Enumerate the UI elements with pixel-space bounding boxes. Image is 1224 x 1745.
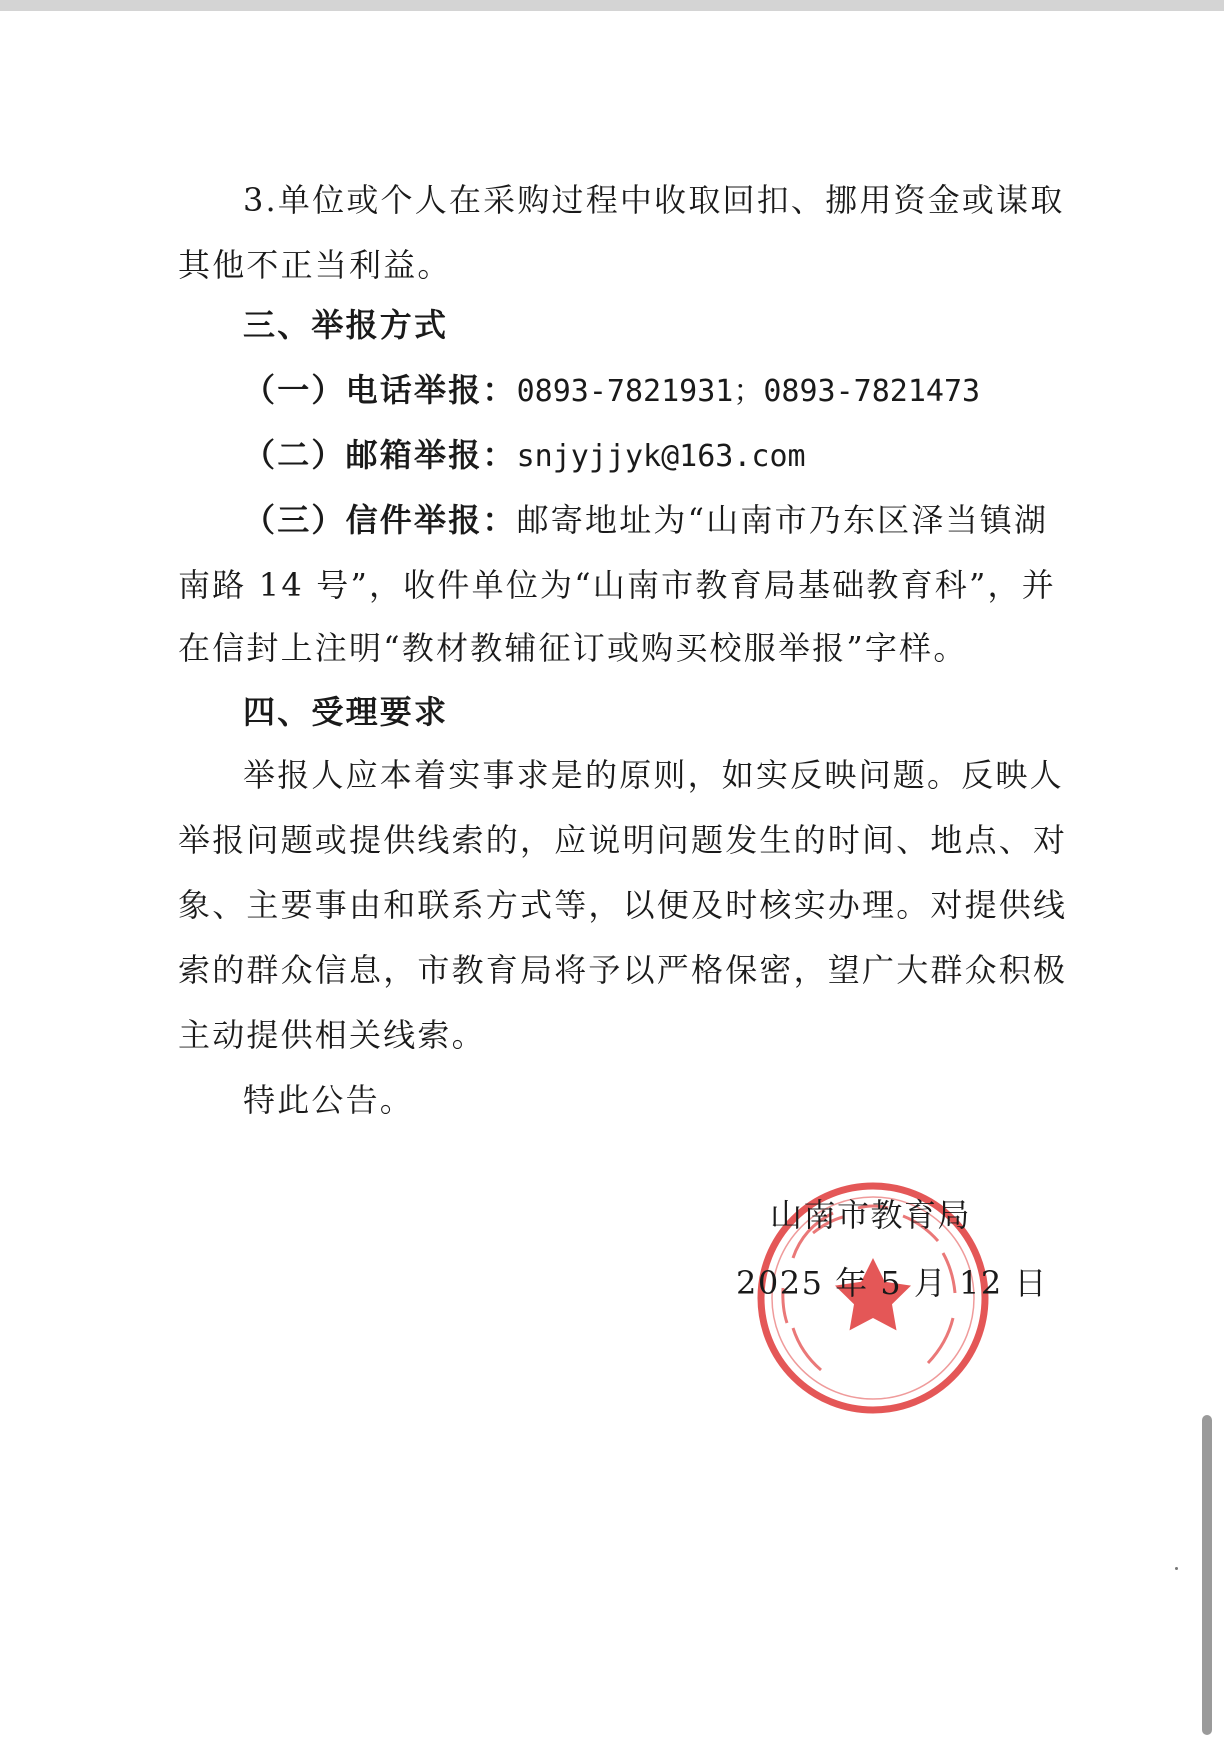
paragraph-line: 举报问题或提供线索的，应说明问题发生的时间、地点、对 bbox=[178, 821, 1068, 859]
closing-line: 特此公告。 bbox=[243, 1081, 415, 1119]
paragraph-line: 举报人应本着实事求是的原则，如实反映问题。反映人 bbox=[243, 756, 1064, 794]
signature-date: 2025 年 5 月 12 日 bbox=[736, 1264, 1048, 1302]
email-label: （二）邮箱举报： bbox=[243, 436, 517, 474]
phone-numbers: 0893-7821931；0893-7821473 bbox=[516, 374, 981, 409]
paragraph-line: 在信封上注明“教材教辅征订或购买校服举报”字样。 bbox=[178, 629, 968, 667]
phone-label: （一）电话举报： bbox=[243, 371, 517, 409]
paragraph-line: 南路 14 号”，收件单位为“山南市教育局基础教育科”，并 bbox=[178, 566, 1056, 604]
paragraph-line: 主动提供相关线索。 bbox=[178, 1016, 486, 1054]
letter-address: 邮寄地址为“山南市乃东区泽当镇湖 bbox=[516, 501, 1049, 539]
paragraph-line: 其他不正当利益。 bbox=[178, 246, 452, 284]
paragraph-line: 索的群众信息，市教育局将予以严格保密，望广大群众积极 bbox=[178, 951, 1068, 989]
page-dot bbox=[1175, 1567, 1178, 1570]
email-report-line bbox=[243, 435, 1093, 477]
section-heading: 四、受理要求 bbox=[243, 693, 449, 731]
scrollbar[interactable] bbox=[1202, 1415, 1212, 1735]
signature-organization: 山南市教育局 bbox=[770, 1196, 972, 1234]
paragraph-line: 3.单位或个人在采购过程中收取回扣、挪用资金或谋取 bbox=[243, 181, 1065, 219]
section-heading: 三、举报方式 bbox=[243, 306, 449, 344]
letter-report-line bbox=[243, 500, 1093, 540]
paragraph-line: 象、主要事由和联系方式等，以便及时核实办理。对提供线 bbox=[178, 886, 1068, 924]
phone-report-line bbox=[243, 370, 1093, 412]
email-address: snjyjjyk@163.com bbox=[516, 439, 806, 474]
letter-label: （三）信件举报： bbox=[243, 501, 517, 539]
